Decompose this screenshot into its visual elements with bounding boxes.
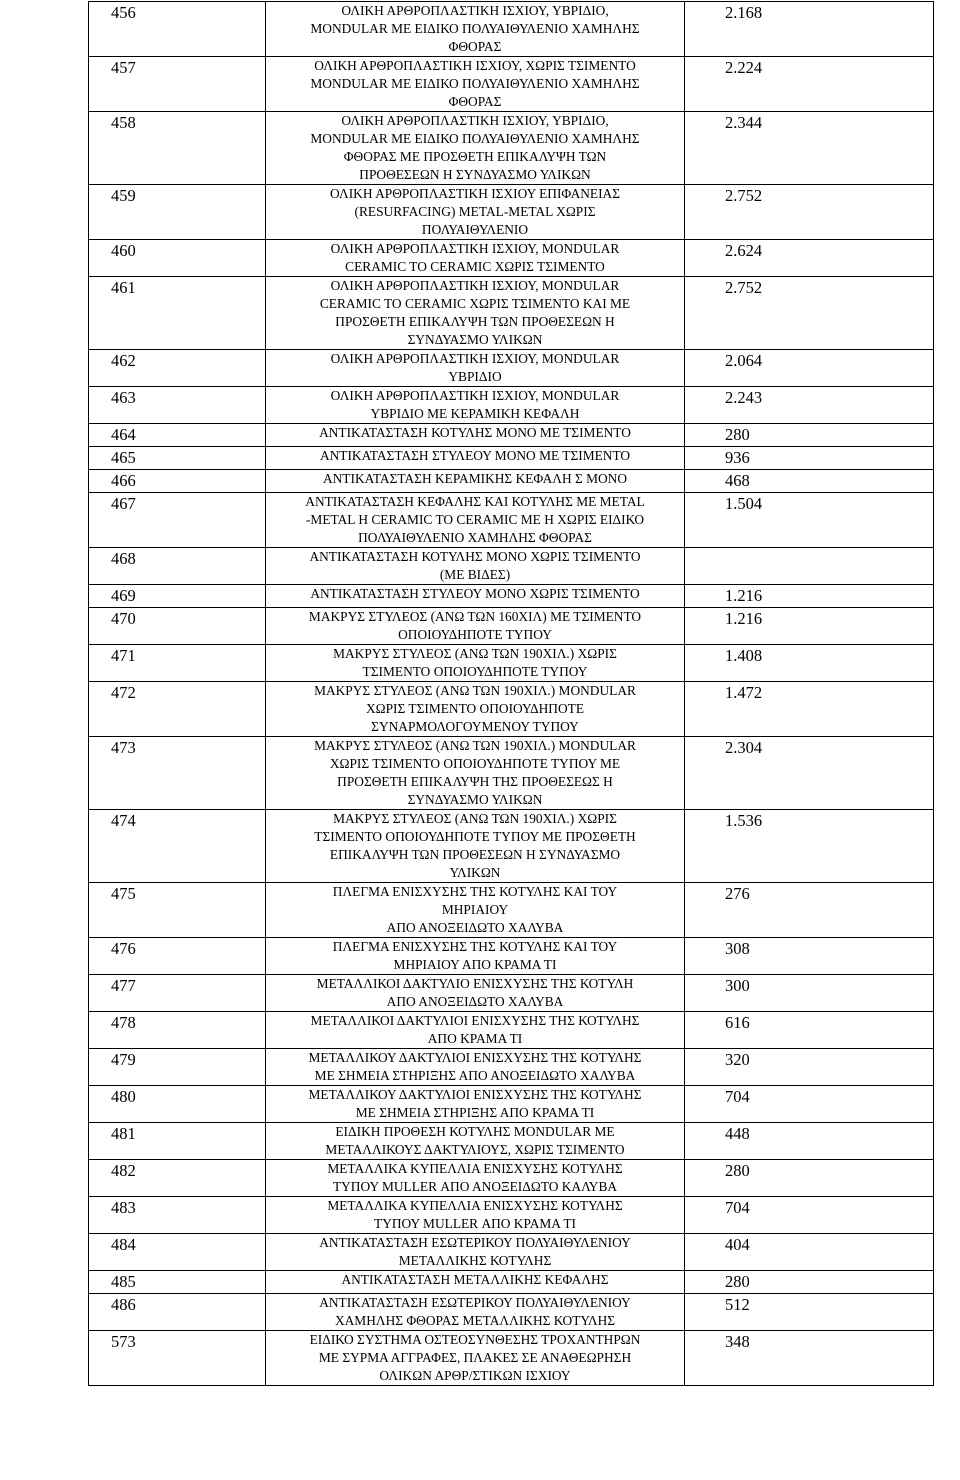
item-description-text: ΑΝΤΙΚΑΤΑΣΤΑΣΗ ΚΟΤΥΛΗΣ ΜΟΝΟ ΧΩΡΙΣ ΤΣΙΜΕΝΤΟ (ΜΕ ΒΙΔΕΣ) bbox=[309, 549, 641, 582]
item-description bbox=[266, 493, 685, 548]
table-row bbox=[89, 737, 934, 810]
item-description-text: ΟΛΙΚΗ ΑΡΘΡΟΠΛΑΣΤΙΚΗ ΙΣΧΙΟΥ, ΧΩΡΙΣ ΤΣΙΜΕΝΤΟ MONDULAR ΜΕ ΕΙΔΙΚΟ ΠΟΛΥΑΙΘΥΛΕΝΙΟ ΧΑΜΗΛΗΣ ΦΘΟΡΑΣ bbox=[310, 58, 640, 109]
table-row bbox=[89, 1123, 934, 1160]
item-price: 2.168 bbox=[685, 2, 934, 57]
item-code: 456 bbox=[89, 2, 266, 57]
item-price: 1.408 bbox=[685, 645, 934, 682]
item-code: 466 bbox=[89, 470, 266, 493]
item-price: 2.752 bbox=[685, 185, 934, 240]
item-description bbox=[266, 548, 685, 585]
table-row bbox=[89, 608, 934, 645]
item-description bbox=[266, 810, 685, 883]
item-description-text: ΜΕΤΑΛΛΙΚΟΙ ΔΑΚΤΥΛΙΟ ΕΝΙΣΧΥΣΗΣ ΤΗΣ ΚΟΤΥΛΗ ΑΠΟ ΑΝΟΞΕΙΔΩΤΟ ΧΑΛΥΒΑ bbox=[316, 976, 634, 1009]
table-row bbox=[89, 447, 934, 470]
item-price: 2.304 bbox=[685, 737, 934, 810]
item-price: 2.344 bbox=[685, 112, 934, 185]
table-row bbox=[89, 57, 934, 112]
table-row bbox=[89, 938, 934, 975]
item-description-text: ΟΛΙΚΗ ΑΡΘΡΟΠΛΑΣΤΙΚΗ ΙΣΧΙΟΥ ΕΠΙΦΑΝΕΙΑΣ (RESURFACING) METAL-METAL ΧΩΡΙΣ ΠΟΛΥΑΙΘΥΛΕΝΙΟ bbox=[329, 186, 621, 237]
item-description-text: ΜΕΤΑΛΛΙΚΑ ΚΥΠΕΛΛΙΑ ΕΝΙΣΧΥΣΗΣ ΚΟΤΥΛΗΣ ΤΥΠΟΥ MULLER ΑΠΟ ΚΡΑΜΑ ΤΙ bbox=[327, 1198, 623, 1231]
item-code: 485 bbox=[89, 1271, 266, 1294]
item-description bbox=[266, 277, 685, 350]
item-price: 448 bbox=[685, 1123, 934, 1160]
item-code: 468 bbox=[89, 548, 266, 585]
item-price: 280 bbox=[685, 1160, 934, 1197]
item-description bbox=[266, 1012, 685, 1049]
table-row bbox=[89, 185, 934, 240]
item-description-text: ΑΝΤΙΚΑΤΑΣΤΑΣΗ ΚΟΤΥΛΗΣ ΜΟΝΟ ΜΕ ΤΣΙΜΕΝΤΟ bbox=[319, 425, 631, 440]
item-price: 280 bbox=[685, 1271, 934, 1294]
item-description bbox=[266, 424, 685, 447]
item-description bbox=[266, 1160, 685, 1197]
item-description bbox=[266, 1294, 685, 1331]
item-description-text: ΜΕΤΑΛΛΙΚΟΥ ΔΑΚΤΥΛΙΟΙ ΕΝΙΣΧΥΣΗΣ ΤΗΣ ΚΟΤΥΛΗΣ ΜΕ ΣΗΜΕΙΑ ΣΤΗΡΙΞΗΣ ΑΠΟ ΚΡΑΜΑ ΤΙ bbox=[308, 1087, 642, 1120]
item-description bbox=[266, 1197, 685, 1234]
table-row bbox=[89, 1160, 934, 1197]
item-price: 404 bbox=[685, 1234, 934, 1271]
item-code: 481 bbox=[89, 1123, 266, 1160]
table-row bbox=[89, 1271, 934, 1294]
item-description-text: ΜΑΚΡΥΣ ΣΤΥΛΕΟΣ (ΑΝΩ ΤΩΝ 190ΧΙΛ.) ΧΩΡΙΣ ΤΣΙΜΕΝΤΟ ΟΠΟΙΟΥΔΗΠΟΤΕ ΤΥΠΟΥ ΜΕ ΠΡΟΣΘΕΤΗ ΕΠΙΚΑΛΥΨΗ ΤΩΝ ΠΡΟΘΕΣΕΩΝ Η ΣΥΝΔΥΑΣΜΟ ΥΛΙΚΩΝ bbox=[314, 811, 636, 880]
item-description-text: ΟΛΙΚΗ ΑΡΘΡΟΠΛΑΣΤΙΚΗ ΙΣΧΙΟΥ, MONDULAR ΥΒΡΙΔΙΟ ΜΕ ΚΕΡΑΜΙΚΗ ΚΕΦΑΛΗ bbox=[330, 388, 620, 421]
table-row bbox=[89, 1294, 934, 1331]
item-code: 473 bbox=[89, 737, 266, 810]
table-row bbox=[89, 810, 934, 883]
item-description-text: ΑΝΤΙΚΑΤΑΣΤΑΣΗ ΕΣΩΤΕΡΙΚΟΥ ΠΟΛΥΑΙΘΥΛΕΝΙΟΥ ΧΑΜΗΛΗΣ ΦΘΟΡΑΣ ΜΕΤΑΛΛΙΚΗΣ ΚΟΤΥΛΗΣ bbox=[319, 1295, 631, 1328]
item-price: 616 bbox=[685, 1012, 934, 1049]
table-row bbox=[89, 2, 934, 57]
item-code: 573 bbox=[89, 1331, 266, 1386]
table-row bbox=[89, 975, 934, 1012]
item-description bbox=[266, 470, 685, 493]
item-description bbox=[266, 2, 685, 57]
table-row bbox=[89, 1197, 934, 1234]
item-code: 463 bbox=[89, 387, 266, 424]
item-description bbox=[266, 608, 685, 645]
item-description-text: ΜΑΚΡΥΣ ΣΤΥΛΕΟΣ (ΑΝΩ ΤΩΝ 190ΧΙΛ.) ΧΩΡΙΣ ΤΣΙΜΕΝΤΟ ΟΠΟΙΟΥΔΗΠΟΤΕ ΤΥΠΟΥ bbox=[333, 646, 617, 679]
item-price: 276 bbox=[685, 883, 934, 938]
item-price bbox=[685, 548, 934, 585]
item-description bbox=[266, 883, 685, 938]
item-description-text: ΜΕΤΑΛΛΙΚΑ ΚΥΠΕΛΛΙΑ ΕΝΙΣΧΥΣΗΣ ΚΟΤΥΛΗΣ ΤΥΠΟΥ MULLER ΑΠΟ ΑΝΟΞΕΙΔΩΤΟ ΚΑΛΥΒΑ bbox=[327, 1161, 623, 1194]
item-description-text: ΟΛΙΚΗ ΑΡΘΡΟΠΛΑΣΤΙΚΗ ΙΣΧΙΟΥ, MONDULAR CERAMIC TO CERAMIC ΧΩΡΙΣ ΤΣΙΜΕΝΤΟ ΚΑΙ ΜΕ ΠΡΟΣΘΕΤΗ ΕΠΙΚΑΛΥΨΗ ΤΩΝ ΠΡΟΘΕΣΕΩΝ Η ΣΥΝΔΥΑΣΜΟ ΥΛΙΚΩΝ bbox=[319, 278, 631, 347]
item-description bbox=[266, 585, 685, 608]
item-description-text: ΜΕΤΑΛΛΙΚΟΥ ΔΑΚΤΥΛΙΟΙ ΕΝΙΣΧΥΣΗΣ ΤΗΣ ΚΟΤΥΛΗΣ ΜΕ ΣΗΜΕΙΑ ΣΤΗΡΙΞΗΣ ΑΠΟ ΑΝΟΞΕΙΔΩΤΟ ΧΑΛΥΒΑ bbox=[308, 1050, 642, 1083]
item-description bbox=[266, 1049, 685, 1086]
item-description-text: ΑΝΤΙΚΑΤΑΣΤΑΣΗ ΣΤΥΛΕΟΥ ΜΟΝΟ ΧΩΡΙΣ ΤΣΙΜΕΝΤΟ bbox=[310, 586, 640, 601]
price-table bbox=[88, 1, 934, 1386]
item-price: 308 bbox=[685, 938, 934, 975]
item-code: 467 bbox=[89, 493, 266, 548]
item-code: 464 bbox=[89, 424, 266, 447]
item-code: 471 bbox=[89, 645, 266, 682]
item-price: 348 bbox=[685, 1331, 934, 1386]
item-code: 470 bbox=[89, 608, 266, 645]
item-price: 280 bbox=[685, 424, 934, 447]
table-row bbox=[89, 387, 934, 424]
item-code: 457 bbox=[89, 57, 266, 112]
item-price: 2.752 bbox=[685, 277, 934, 350]
item-price: 468 bbox=[685, 470, 934, 493]
table-row bbox=[89, 585, 934, 608]
item-code: 482 bbox=[89, 1160, 266, 1197]
item-price: 1.504 bbox=[685, 493, 934, 548]
item-price: 936 bbox=[685, 447, 934, 470]
item-description bbox=[266, 1234, 685, 1271]
item-code: 479 bbox=[89, 1049, 266, 1086]
item-price: 704 bbox=[685, 1086, 934, 1123]
item-price: 2.224 bbox=[685, 57, 934, 112]
table-row bbox=[89, 883, 934, 938]
item-description bbox=[266, 1271, 685, 1294]
item-code: 483 bbox=[89, 1197, 266, 1234]
item-description bbox=[266, 240, 685, 277]
item-description bbox=[266, 737, 685, 810]
item-price: 1.216 bbox=[685, 608, 934, 645]
item-description-text: ΟΛΙΚΗ ΑΡΘΡΟΠΛΑΣΤΙΚΗ ΙΣΧΙΟΥ, ΥΒΡΙΔΙΟ, MONDULAR ΜΕ ΕΙΔΙΚΟ ΠΟΛΥΑΙΘΥΛΕΝΙΟ ΧΑΜΗΛΗΣ ΦΘΟΡΑΣ bbox=[310, 3, 640, 54]
table-row bbox=[89, 1049, 934, 1086]
table-row bbox=[89, 1086, 934, 1123]
item-code: 469 bbox=[89, 585, 266, 608]
item-description bbox=[266, 112, 685, 185]
table-row bbox=[89, 112, 934, 185]
item-description bbox=[266, 682, 685, 737]
item-description-text: ΑΝΤΙΚΑΤΑΣΤΑΣΗ ΣΤΥΛΕΟΥ ΜΟΝΟ ΜΕ ΤΣΙΜΕΝΤΟ bbox=[319, 448, 631, 463]
item-code: 472 bbox=[89, 682, 266, 737]
item-code: 475 bbox=[89, 883, 266, 938]
item-code: 465 bbox=[89, 447, 266, 470]
item-price: 2.624 bbox=[685, 240, 934, 277]
item-description-text: ΜΑΚΡΥΣ ΣΤΥΛΕΟΣ (ΑΝΩ ΤΩΝ 190ΧΙΛ.) MONDULAR ΧΩΡΙΣ ΤΣΙΜΕΝΤΟ ΟΠΟΙΟΥΔΗΠΟΤΕ ΤΥΠΟΥ ΜΕ ΠΡΟΣΘΕΤΗ ΕΠΙΚΑΛΥΨΗ ΤΗΣ ΠΡΟΘΕΣΕΩΣ Η ΣΥΝΔΥΑΣΜΟ ΥΛΙΚΩΝ bbox=[314, 738, 636, 807]
item-price: 1.472 bbox=[685, 682, 934, 737]
item-code: 474 bbox=[89, 810, 266, 883]
table-row bbox=[89, 645, 934, 682]
item-price: 300 bbox=[685, 975, 934, 1012]
table-row bbox=[89, 493, 934, 548]
item-description-text: ΠΛΕΓΜΑ ΕΝΙΣΧΥΣΗΣ ΤΗΣ ΚΟΤΥΛΗΣ ΚΑΙ ΤΟΥ ΜΗΡΙΑΙΟΥ ΑΠΟ ΑΝΟΞΕΙΔΩΤΟ ΧΑΛΥΒΑ bbox=[332, 884, 618, 935]
item-description-text: ΕΙΔΙΚΟ ΣΥΣΤΗΜΑ ΟΣΤΕΟΣΥΝΘΕΣΗΣ ΤΡΟΧΑΝΤΗΡΩΝ ΜΕ ΣΥΡΜΑ ΑΓΓΡΑΦΕΣ, ΠΛΑΚΕΣ ΣΕ ΑΝΑΘΕΩΡΗΣΗ ΟΛΙΚΩΝ ΑΡΘΡ/ΣΤΙΚΩΝ ΙΣΧΙΟΥ bbox=[309, 1332, 641, 1383]
item-description bbox=[266, 1123, 685, 1160]
table-row bbox=[89, 1234, 934, 1271]
item-description-text: ΟΛΙΚΗ ΑΡΘΡΟΠΛΑΣΤΙΚΗ ΙΣΧΙΟΥ, MONDULAR CERAMIC TO CERAMIC ΧΩΡΙΣ ΤΣΙΜΕΝΤΟ bbox=[330, 241, 620, 274]
item-description bbox=[266, 975, 685, 1012]
item-code: 460 bbox=[89, 240, 266, 277]
table-row bbox=[89, 470, 934, 493]
item-description-text: ΕΙΔΙΚΗ ΠΡΟΘΕΣΗ ΚΟΤΥΛΗΣ MONDULAR ΜΕ ΜΕΤΑΛΛΙΚΟΥΣ ΔΑΚΤΥΛΙΟΥΣ, ΧΩΡΙΣ ΤΣΙΜΕΝΤΟ bbox=[325, 1124, 625, 1157]
item-description bbox=[266, 938, 685, 975]
table-row bbox=[89, 1331, 934, 1386]
item-description bbox=[266, 185, 685, 240]
item-description-text: ΑΝΤΙΚΑΤΑΣΤΑΣΗ ΜΕΤΑΛΛΙΚΗΣ ΚΕΦΑΛΗΣ bbox=[341, 1272, 609, 1287]
item-price: 2.064 bbox=[685, 350, 934, 387]
item-code: 486 bbox=[89, 1294, 266, 1331]
item-code: 458 bbox=[89, 112, 266, 185]
item-description bbox=[266, 57, 685, 112]
item-price: 512 bbox=[685, 1294, 934, 1331]
table-row bbox=[89, 350, 934, 387]
table-row bbox=[89, 277, 934, 350]
table-row bbox=[89, 240, 934, 277]
item-description bbox=[266, 447, 685, 470]
item-description-text: ΑΝΤΙΚΑΤΑΣΤΑΣΗ ΚΕΡΑΜΙΚΗΣ ΚΕΦΑΛΗ Σ ΜΟΝΟ bbox=[322, 471, 628, 486]
item-description bbox=[266, 645, 685, 682]
table-row bbox=[89, 548, 934, 585]
item-description bbox=[266, 1086, 685, 1123]
item-code: 462 bbox=[89, 350, 266, 387]
item-description-text: ΜΕΤΑΛΛΙΚΟΙ ΔΑΚΤΥΛΙΟΙ ΕΝΙΣΧΥΣΗΣ ΤΗΣ ΚΟΤΥΛΗΣ ΑΠΟ ΚΡΑΜΑ ΤΙ bbox=[310, 1013, 640, 1046]
item-code: 461 bbox=[89, 277, 266, 350]
item-code: 478 bbox=[89, 1012, 266, 1049]
item-code: 484 bbox=[89, 1234, 266, 1271]
item-price: 2.243 bbox=[685, 387, 934, 424]
item-price: 1.536 bbox=[685, 810, 934, 883]
item-description bbox=[266, 1331, 685, 1386]
table-row bbox=[89, 424, 934, 447]
item-code: 476 bbox=[89, 938, 266, 975]
item-description bbox=[266, 350, 685, 387]
item-description-text: ΠΛΕΓΜΑ ΕΝΙΣΧΥΣΗΣ ΤΗΣ ΚΟΤΥΛΗΣ ΚΑΙ ΤΟΥ ΜΗΡΙΑΙΟΥ ΑΠΟ ΚΡΑΜΑ ΤΙ bbox=[332, 939, 618, 972]
item-description-text: ΜΑΚΡΥΣ ΣΤΥΛΕΟΣ (ΑΝΩ ΤΩΝ 160ΧΙΛ) ΜΕ ΤΣΙΜΕΝΤΟ ΟΠΟΙΟΥΔΗΠΟΤΕ ΤΥΠΟΥ bbox=[308, 609, 642, 642]
table-body bbox=[89, 2, 934, 1386]
item-description-text: ΜΑΚΡΥΣ ΣΤΥΛΕΟΣ (ΑΝΩ ΤΩΝ 190ΧΙΛ.) MONDULAR ΧΩΡΙΣ ΤΣΙΜΕΝΤΟ ΟΠΟΙΟΥΔΗΠΟΤΕ ΣΥΝΑΡΜΟΛΟΓΟΥΜΕΝΟΥ ΤΥΠΟΥ bbox=[314, 683, 636, 734]
item-price: 704 bbox=[685, 1197, 934, 1234]
item-code: 459 bbox=[89, 185, 266, 240]
item-description-text: ΟΛΙΚΗ ΑΡΘΡΟΠΛΑΣΤΙΚΗ ΙΣΧΙΟΥ, ΥΒΡΙΔΙΟ, MONDULAR ΜΕ ΕΙΔΙΚΟ ΠΟΛΥΑΙΘΥΛΕΝΙΟ ΧΑΜΗΛΗΣ ΦΘΟΡΑΣ ΜΕ ΠΡΟΣΘΕΤΗ ΕΠΙΚΑΛΥΨΗ ΤΩΝ ΠΡΟΘΕΣΕΩΝ Η ΣΥΝΔΥΑΣΜΟ ΥΛΙΚΩΝ bbox=[310, 113, 640, 182]
item-description bbox=[266, 387, 685, 424]
item-description-text: ΟΛΙΚΗ ΑΡΘΡΟΠΛΑΣΤΙΚΗ ΙΣΧΙΟΥ, MONDULAR ΥΒΡΙΔΙΟ bbox=[330, 351, 620, 384]
item-description-text: ΑΝΤΙΚΑΤΑΣΤΑΣΗ ΕΣΩΤΕΡΙΚΟΥ ΠΟΛΥΑΙΘΥΛΕΝΙΟΥ ΜΕΤΑΛΛΙΚΗΣ ΚΟΤΥΛΗΣ bbox=[319, 1235, 631, 1268]
table-row bbox=[89, 682, 934, 737]
item-code: 480 bbox=[89, 1086, 266, 1123]
item-price: 1.216 bbox=[685, 585, 934, 608]
item-price: 320 bbox=[685, 1049, 934, 1086]
item-description-text: ΑΝΤΙΚΑΤΑΣΤΑΣΗ ΚΕΦΑΛΗΣ ΚΑΙ ΚΟΤΥΛΗΣ ΜΕ METAL -METAL Η CERAMIC TO CERAMIC ΜΕ Η ΧΩΡΙΣ ΕΙΔΙΚΟ ΠΟΛΥΑΙΘΥΛΕΝΙΟ ΧΑΜΗΛΗΣ ΦΘΟΡΑΣ bbox=[305, 494, 645, 545]
table-row bbox=[89, 1012, 934, 1049]
item-code: 477 bbox=[89, 975, 266, 1012]
